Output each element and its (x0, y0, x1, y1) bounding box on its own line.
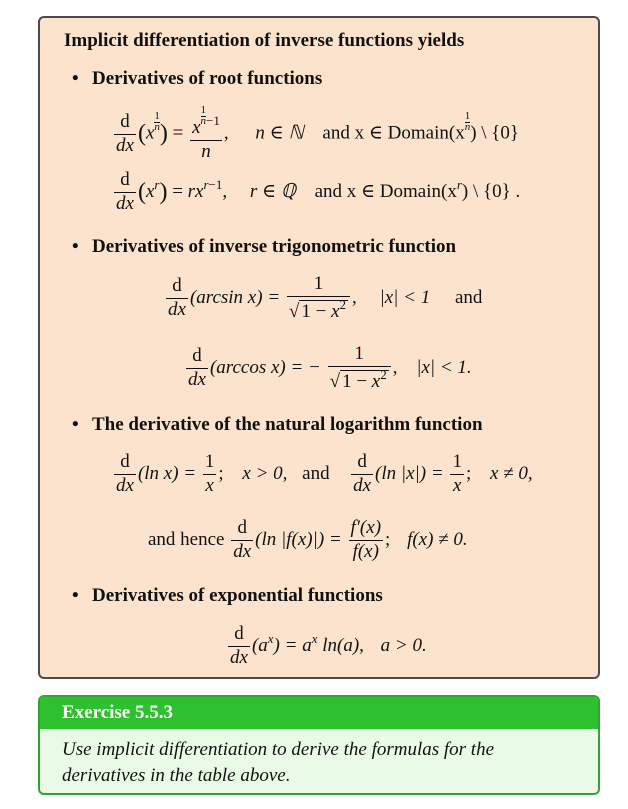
condition-domain-r-end: ) \ {0} . (461, 180, 521, 202)
formula-arccos: $\frac{d}{dx}$ (arccos x) = − $\frac{1}{√ 1 - x^2}$ , |x| < 1. (188, 343, 472, 392)
condition-domain-nth-end: ) \ {0} (470, 122, 520, 144)
log-derivative-condition: f(x) ≠ 0. (407, 528, 468, 550)
exp-rhs: ) = a (273, 634, 312, 656)
condition-r-rational: r ∈ ℚ (249, 180, 296, 202)
arcsin-condition: |x| < 1 (379, 286, 431, 308)
exercise-title: Exercise 5.5.3 (62, 702, 173, 723)
ln-abs-lhs: (ln |x|) = (375, 462, 444, 484)
ln-lhs: (ln x) = (137, 462, 197, 484)
summary-title: Implicit differentiation of inverse functions yields (64, 30, 465, 51)
formula-arcsin: $\frac{d}{dx}$ (arcsin x) = $\frac{1}{√ 1 - x^2}$ , |x| < 1 and (168, 273, 483, 322)
section-heading-exponential: • Derivatives of exponential functions (92, 585, 383, 607)
arccos-lhs: (arccos x) = − (209, 356, 321, 378)
exp-lhs: (a (251, 634, 268, 656)
formula-ln: $\frac{d}{dx}$ (ln x) = $\frac{1}{x}$ ; x > 0, and $\frac{d}{dx}$ (ln |x|) = $\frac{1}{x}$ ; x ≠ 0, (116, 451, 533, 496)
formula-exponential: $\frac{d}{dx}$ $(a^x) = a^x$ ln(a), a > 0. (230, 623, 427, 668)
condition-domain-r: and x ∈ Domain(x (314, 180, 457, 202)
formula-log-derivative: and hence $\frac{d}{dx}$ (ln |f(x)|) = $\frac{f'(x)}{f(x)}$ ; f(x) ≠ 0. (148, 517, 468, 562)
ln-abs-condition: x ≠ 0, (489, 462, 533, 484)
exercise-text: Use implicit differentiation to derive the formulas for the derivatives in the table above. (62, 739, 495, 786)
exercise-box (38, 695, 600, 795)
ln-connector: and (302, 462, 330, 484)
section-heading-logarithm: • The derivative of the natural logarithm function (92, 414, 483, 436)
arcsin-connector: and (454, 286, 483, 308)
formula-root-rational: $\frac{d}{dx}$ $(x^r) = rx^{r-1}$, r ∈ ℚ and x ∈ $Domain(x^r)$ \ {0} . (116, 169, 521, 214)
condition-n-natural: n ∈ ℕ (255, 122, 304, 144)
summary-box (38, 16, 600, 679)
section-heading-inverse-trig: • Derivatives of inverse trigonometric function (92, 236, 456, 258)
section-heading-roots: • Derivatives of root functions (92, 68, 322, 90)
condition-domain-nth: and x ∈ Domain(x (322, 122, 465, 144)
exp-rhs-log: ln(a), (322, 634, 364, 656)
arccos-condition: |x| < 1. (416, 356, 472, 378)
log-derivative-lhs: (ln |f(x)|) = (255, 528, 342, 550)
exp-condition: a > 0. (380, 634, 427, 656)
formula-root-nth: $\frac{d}{dx}$ (x $\frac{1}{n}$ ) = x $\frac{1}{n}$ $^{-1}$ n , n ∈ ℕ and x ∈ Domain(x $\frac{1}{n}$ ) \ {0} (116, 104, 520, 162)
arcsin-lhs: (arcsin x) = (189, 286, 281, 308)
ln-condition: x > 0, (242, 462, 288, 484)
log-derivative-prefix: and hence (148, 528, 225, 550)
